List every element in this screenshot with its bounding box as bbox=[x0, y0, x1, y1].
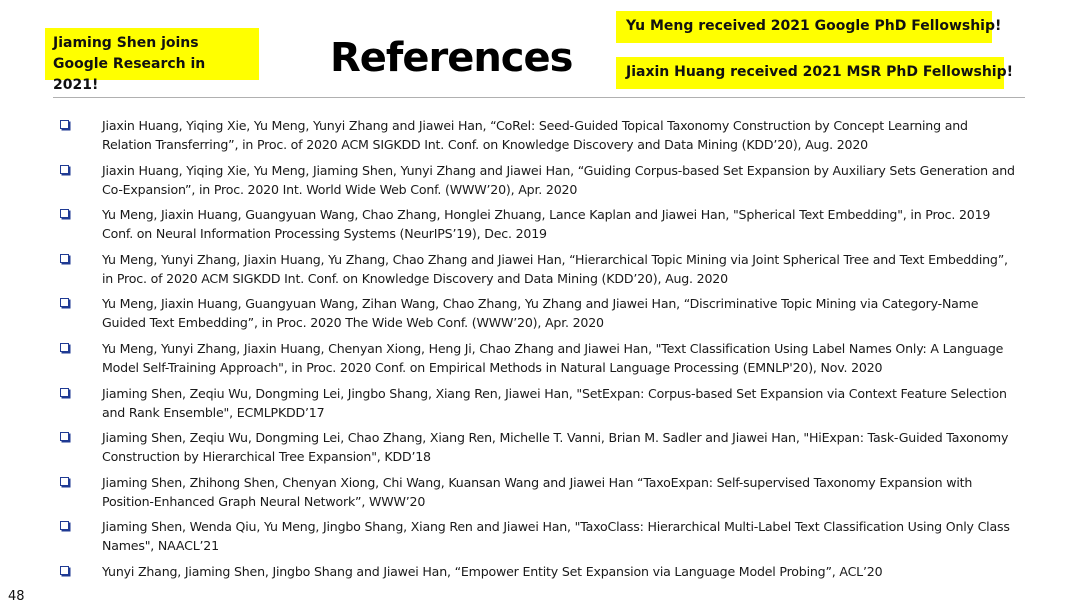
hollow-square-bullet-icon bbox=[60, 298, 69, 307]
announcement-callout-huang: Jiaxin Huang received 2021 MSR PhD Fellowship! bbox=[616, 57, 1004, 89]
reference-text: Jiaming Shen, Wenda Qiu, Yu Meng, Jingbo Shang, Xiang Ren and Jiawei Han, "TaxoClass: Hierarchical Multi-Label Text Classification Using Only Class Names", NAACL’21 bbox=[102, 519, 1010, 554]
reference-text: Yunyi Zhang, Jiaming Shen, Jingbo Shang and Jiawei Han, “Empower Entity Set Expansion via Language Model Probing”, ACL’20 bbox=[102, 563, 883, 579]
hollow-square-bullet-icon bbox=[60, 432, 69, 441]
list-item bbox=[60, 517, 1020, 562]
announcement-callout-meng: Yu Meng received 2021 Google PhD Fellowship! bbox=[616, 11, 992, 43]
list-item bbox=[60, 428, 1020, 473]
reference-text: Yu Meng, Yunyi Zhang, Jiaxin Huang, Yu Zhang, Chao Zhang and Jiawei Han, “Hierarchical Topic Mining via Joint Spherical Tree and Text Embedding”, in Proc. of 2020 ACM SIGKDD Int. Conf. on Knowledge Discovery and Data Mining (KDD’20), Aug. 2020 bbox=[102, 251, 1008, 286]
list-item bbox=[60, 562, 1020, 607]
hollow-square-bullet-icon bbox=[60, 343, 69, 352]
reference-text: Yu Meng, Yunyi Zhang, Jiaxin Huang, Chenyan Xiong, Heng Ji, Chao Zhang and Jiawei Han, "Text Classification Using Label Names Only: A Language Model Self-Training Approach", in Proc. 2020 Conf. on Empirical Methods in Natural Language Processing (EMNLP'20), Nov. 2020 bbox=[102, 340, 1004, 375]
list-item bbox=[60, 473, 1020, 518]
reference-text: Jiaxin Huang, Yiqing Xie, Yu Meng, Yunyi Zhang and Jiawei Han, “CoRel: Seed-Guided Topical Taxonomy Construction by Concept Learning and Relation Transferring”, in Proc. of 2020 ACM SIGKDD Int. Conf. on Knowledge Discovery and Data Mining (KDD’20), Aug. 2020 bbox=[102, 118, 968, 152]
hollow-square-bullet-icon bbox=[60, 209, 69, 218]
reference-text: Jiaming Shen, Zeqiu Wu, Dongming Lei, Chao Zhang, Xiang Ren, Michelle T. Vanni, Brian M. Sadler and Jiawei Han, "HiExpan: Task-Guided Taxonomy Construction by Hierarchical Tree Expansion", KDD’18 bbox=[102, 430, 1009, 465]
list-item bbox=[60, 294, 1020, 339]
list-item bbox=[60, 339, 1020, 384]
hollow-square-bullet-icon bbox=[60, 566, 69, 575]
reference-list bbox=[60, 116, 1020, 607]
reference-text: Jiaming Shen, Zhihong Shen, Chenyan Xiong, Chi Wang, Kuansan Wang and Jiawei Han “TaxoExpan: Self-supervised Taxonomy Expansion with Position-Enhanced Graph Neural Network”, WWW’20 bbox=[102, 474, 973, 509]
hollow-square-bullet-icon bbox=[60, 388, 69, 397]
page-title: References bbox=[330, 35, 573, 81]
hollow-square-bullet-icon bbox=[60, 521, 69, 530]
reference-text: Yu Meng, Jiaxin Huang, Guangyuan Wang, Chao Zhang, Honglei Zhuang, Lance Kaplan and Jiawei Han, "Spherical Text Embedding", in Proc. 2019 Conf. on Neural Information Processing Systems (NeurIPS’19), Dec. 2019 bbox=[102, 207, 991, 242]
page-number: 48 bbox=[8, 589, 25, 604]
list-item bbox=[60, 161, 1020, 206]
list-item bbox=[60, 116, 1020, 161]
hollow-square-bullet-icon bbox=[60, 120, 69, 129]
list-item bbox=[60, 205, 1020, 250]
reference-text: Jiaxin Huang, Yiqing Xie, Yu Meng, Jiaming Shen, Yunyi Zhang and Jiawei Han, “Guiding Corpus-based Set Expansion by Auxiliary Sets Generation and Co-Expansion”, in Proc. 2020 Int. World Wide Web Conf. (WWW’20), Apr. 2020 bbox=[102, 162, 1015, 197]
reference-text: Jiaming Shen, Zeqiu Wu, Dongming Lei, Jingbo Shang, Xiang Ren, Jiawei Han, "SetExpan: Corpus-based Set Expansion via Context Feature Selection and Rank Ensemble", ECMLPKDD’17 bbox=[102, 385, 1007, 420]
hollow-square-bullet-icon bbox=[60, 477, 69, 486]
hollow-square-bullet-icon bbox=[60, 254, 69, 263]
title-divider bbox=[53, 97, 1025, 98]
announcement-callout-shen: Jiaming Shen joins Google Research in 2021! bbox=[45, 28, 259, 80]
reference-text: Yu Meng, Jiaxin Huang, Guangyuan Wang, Zihan Wang, Chao Zhang, Yu Zhang and Jiawei Han, “Discriminative Topic Mining via Category-Name Guided Text Embedding”, in Proc. 2020 The Wide Web Conf. (WWW’20), Apr. 2020 bbox=[102, 296, 979, 331]
list-item bbox=[60, 384, 1020, 429]
list-item bbox=[60, 250, 1020, 295]
hollow-square-bullet-icon bbox=[60, 165, 69, 174]
